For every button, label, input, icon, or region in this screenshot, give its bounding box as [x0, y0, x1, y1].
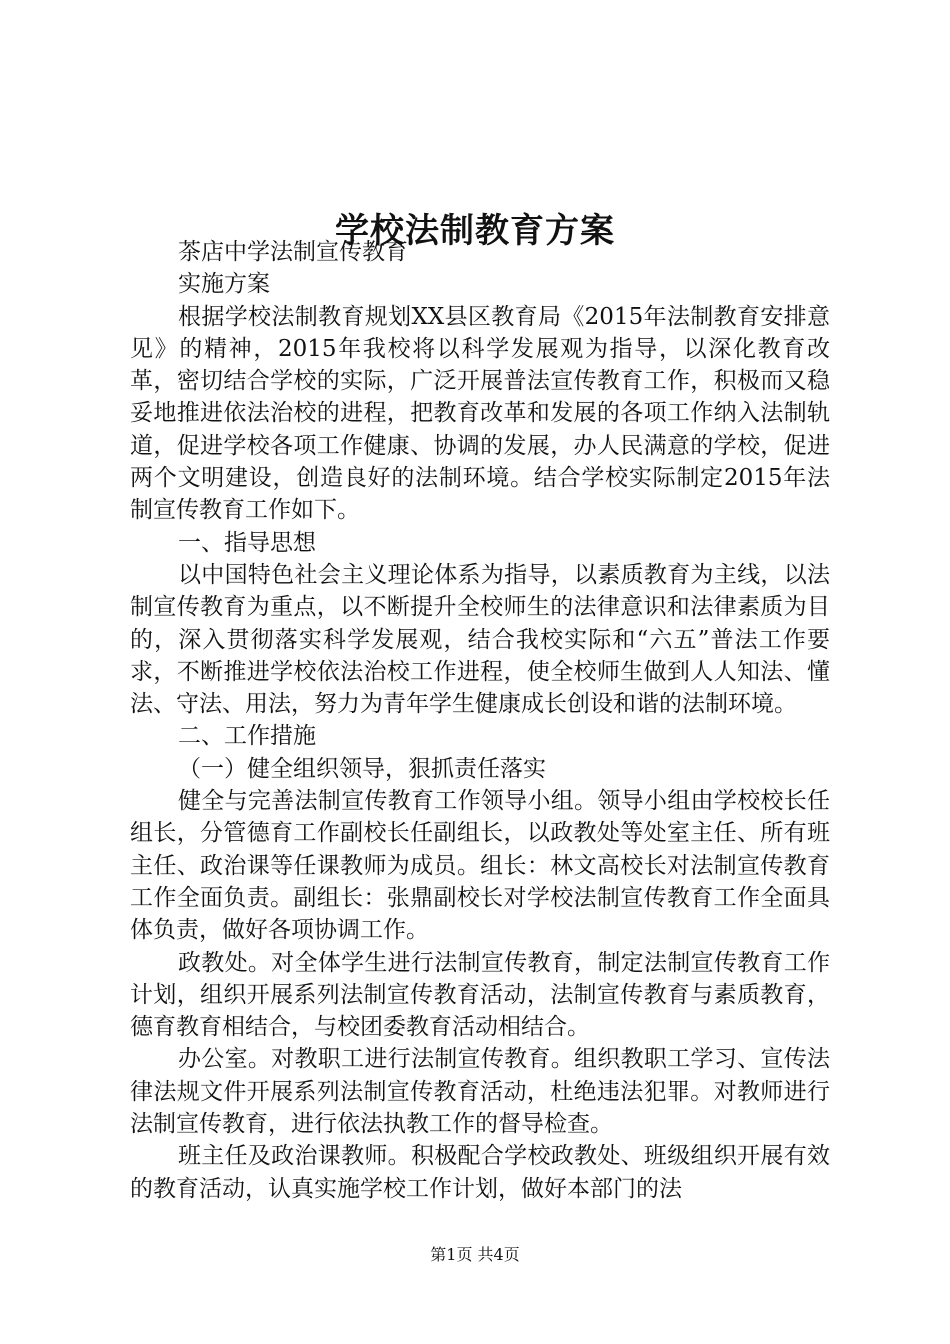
- paragraph-guiding-thought: 以中国特色社会主义理论体系为指导，以素质教育为主线，以法制宣传教育为重点，以不断提升全校师生的法律意识和法律素质为目的，深入贯彻落实科学发展观，结合我校实际和“六五”普法工作要求，不断推进学校依法治校工作进程，使全校师生做到人人知法、懂法、守法、用法，努力为青年学生健康成长创设和谐的法制环境。: [130, 561, 830, 718]
- paragraph-plan-label: 实施方案: [178, 271, 270, 298]
- paragraph-leadership-group: 健全与完善法制宣传教育工作领导小组。领导小组由学校校长任组长，分管德育工作副校长任副组长，以政教处等处室主任、所有班主任、政治课等任课教师为成员。组长：林文高校长对法制宣传教育工作全面负责。副组长：张鼎副校长对学校法制宣传教育工作全面具体负责，做好各项协调工作。: [130, 788, 830, 944]
- paragraph-general-office: 办公室。对教职工进行法制宣传教育。组织教职工学习、宣传法律法规文件开展系列法制宣传教育活动，杜绝违法犯罪。对教师进行法制宣传教育，进行依法执教工作的督导检查。: [130, 1046, 830, 1138]
- paragraph-class-teachers: 班主任及政治课教师。积极配合学校政教处、班级组织开展有效的教育活动，认真实施学校工作计划，做好本部门的法: [130, 1143, 830, 1202]
- document-title: 学校法制教育方案: [335, 210, 615, 251]
- paragraph-school-name: 茶店中学法制宣传教育: [178, 239, 408, 265]
- section-heading-measures: 二、工作措施: [178, 723, 316, 750]
- section-heading-guiding-thought: 一、指导思想: [178, 529, 316, 556]
- paragraph-political-office: 政教处。对全体学生进行法制宣传教育，制定法制宣传教育工作计划，组织开展系列法制宣传教育活动，法制宣传教育与素质教育，德育教育相结合，与校团委教育活动相结合。: [130, 949, 830, 1041]
- document-body: [130, 236, 830, 1205]
- page-number-footer: 第1页 共4页: [430, 1245, 520, 1264]
- subsection-heading-organization: （一）健全组织领导，狠抓责任落实: [178, 755, 546, 782]
- paragraph-intro: 根据学校法制教育规划XX县区教育局《2015年法制教育安排意见》的精神，2015年我校将以科学发展观为指导，以深化教育改革，密切结合学校的实际，广泛开展普法宣传教育工作，积极而又稳妥地推进依法治校的进程，把教育改革和发展的各项工作纳入法制轨道，促进学校各项工作健康、协调的发展，办人民满意的学校，促进两个文明建设，创造良好的法制环境。结合学校实际制定2015年法制宣传教育工作如下。: [130, 303, 830, 524]
